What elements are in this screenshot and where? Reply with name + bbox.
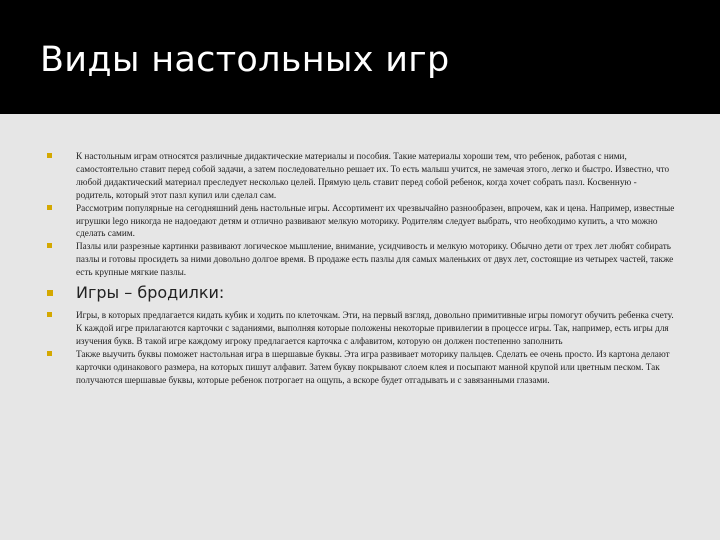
bullet-marker (47, 312, 52, 317)
bullet-marker (47, 153, 52, 158)
bullet-item-popular-games (47, 202, 675, 241)
section-heading-text: Игры – бродилки: (76, 283, 225, 303)
bullet-item-puzzles (47, 240, 675, 279)
bullet-text: Пазлы или разрезные картинки развивают логическое мышление, внимание, усидчивость и мелкую моторику. Обычно дети от трех лет любят собирать пазлы и готовы просидеть за ними довольно долгое время. В продаже есть пазлы для самых маленьких от двух лет, состоящие из четырех частей, также есть крупные мягкие пазлы. (76, 241, 674, 278)
section-heading-walker-games (47, 283, 675, 303)
bullet-item-tabletop-materials (47, 150, 675, 202)
bullet-marker (47, 243, 52, 248)
bullet-text: Игры, в которых предлагается кидать кубик и ходить по клеточкам. Эти, на первый взгляд, довольно примитивные игры помогут обучить ребенка счету. К каждой игре прилагаются карточки с заданиями, выполняя которые положены некоторые привилегии в процессе игры. Так, например, есть игры для изучения букв. В такой игре каждому игроку предлагается карточка с алфавитом, которую он должен постепенно заполнить (76, 310, 674, 346)
bullet-item-dice-games (47, 309, 675, 348)
slide-title: Виды настольных игр (40, 40, 450, 80)
bullet-text: Рассмотрим популярные на сегодняшний день настольные игры. Ассортимент их чрезвычайно разнообразен, впрочем, как и цена. Например, известные игрушки lego никогда не надоедают детям и отлично развивают мелкую моторику. Родителям следует выбрать, что необходимо купить, а что можно сделать самим. (76, 202, 675, 239)
bullet-text: К настольным играм относятся различные дидактические материалы и пособия. Такие материалы хороши тем, что ребенок, работая с ними, самостоятельно ставит перед собой задачи, а затем последовательно решает их. То есть малыш учится, не замечая этого, легко и быстро. Известно, что любой дидактический материал преследует несколько целей. Прямую цель ставит перед собой ребенок, когда хочет собрать пазл. Косвенную - родитель, который этот пазл купил или сделал сам. (76, 151, 670, 200)
slide-content (47, 150, 675, 530)
bullet-marker (47, 290, 53, 296)
title-bar (0, 0, 720, 114)
bullet-marker (47, 205, 52, 210)
bullet-text: Также выучить буквы поможет настольная игра в шершавые буквы. Эта игра развивает моторику пальцев. Сделать ее очень просто. Из картона делают карточки одинакового размера, на которых пишут алфавит. Затем букву покрывают слоем клея и посыпают манной крупой или цветным песком. Так получаются шершавые буквы, которые ребенок потрогает на ощупь, а вскоре будет отгадывать и с завязанными глазами. (76, 348, 670, 385)
bullet-item-rough-letters (47, 348, 675, 387)
bullet-marker (47, 351, 52, 356)
